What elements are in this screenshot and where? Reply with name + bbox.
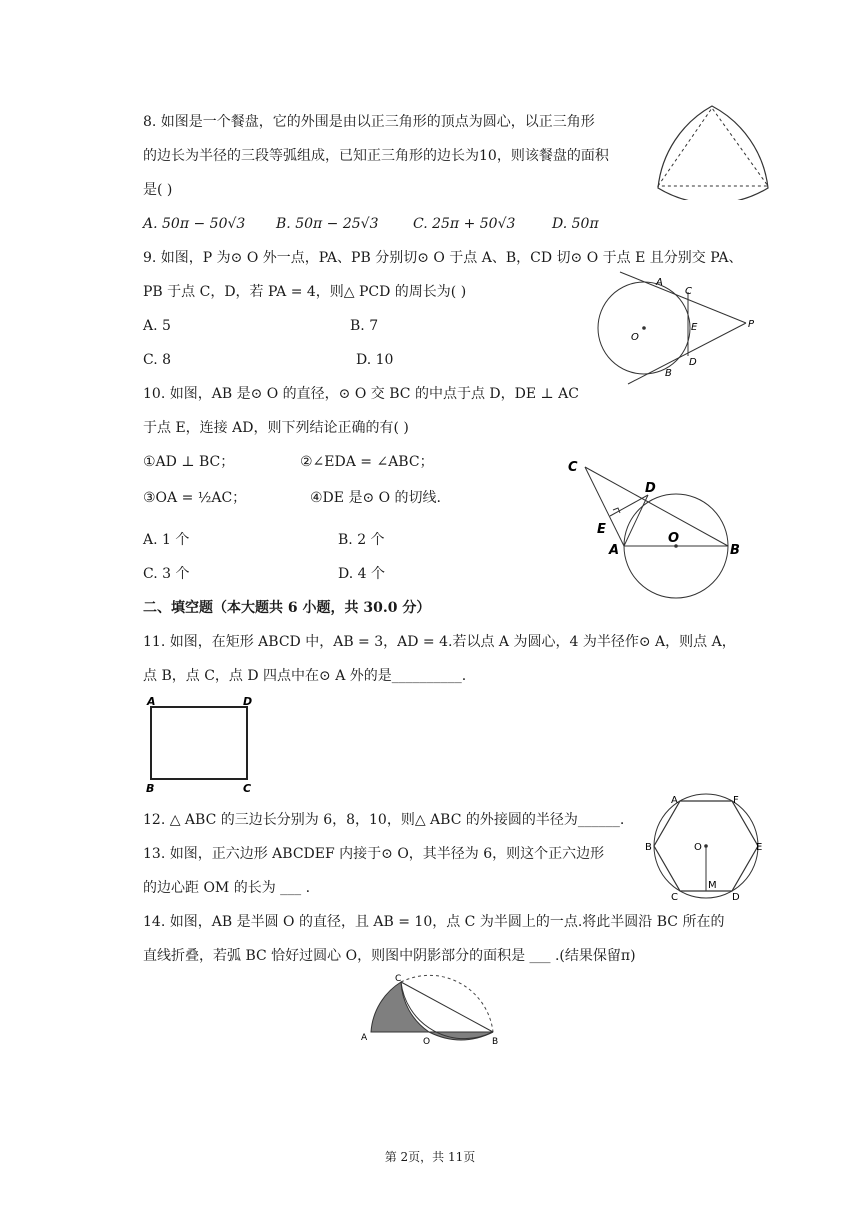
page-footer: 第 2页，共 11页 <box>384 1150 476 1164</box>
q9-option-c: C. 8 <box>143 352 172 368</box>
q9-line2: PB 于点 C，D，若 PA = 4，则△ PCD 的周长为( ) <box>143 284 467 300</box>
q9-option-a: A. 5 <box>143 318 171 334</box>
q14-label-c: C <box>395 974 402 984</box>
q13-label-f: F <box>733 795 739 806</box>
q10-line2: 于点 E，连接 AD，则下列结论正确的有( ) <box>143 420 409 436</box>
q9-option-b: B. 7 <box>350 318 379 334</box>
q8-figure-reuleaux <box>650 100 780 200</box>
q14-line1: 14. 如图，AB 是半圆 O 的直径，且 AB = 10，点 C 为半圆上的一点.将此半圆沿 BC 所在的 <box>143 914 725 930</box>
q10-statement-3: ③OA = ½AC； <box>143 490 247 506</box>
q11-label-a: A <box>147 695 156 708</box>
q9-line1: 9. 如图，P 为⊙ O 外一点，PA、PB 分别切⊙ O 于点 A、B，CD 切⊙ O 于点 E 且分别交 PA、 <box>143 250 743 266</box>
q10-statement-1: ①AD ⊥ BC； <box>143 454 235 470</box>
q9-label-d: D <box>689 357 697 368</box>
q11-label-c: C <box>243 782 252 795</box>
q13-line1: 13. 如图，正六边形 ABCDEF 内接于⊙ O，其半径为 6，则这个正六边形 <box>143 846 605 862</box>
q13-label-e: E <box>756 842 763 853</box>
q10-figure-circle-triangle <box>560 455 750 600</box>
q9-label-p: P <box>748 319 755 330</box>
q13-label-b: B <box>645 842 652 853</box>
q10-line1: 10. 如图，AB 是⊙ O 的直径，⊙ O 交 BC 的中点于点 D，DE ⊥ AC <box>143 386 579 402</box>
q10-option-c: C. 3 个 <box>143 566 190 582</box>
q10-statement-4: ④DE 是⊙ O 的切线. <box>310 490 442 506</box>
q13-label-d: D <box>732 892 740 903</box>
q9-label-o: O <box>631 332 639 343</box>
q13-label-c: C <box>671 892 678 903</box>
q9-option-d: D. 10 <box>356 352 394 368</box>
q8-option-b: B. 50π − 25√3 <box>276 216 379 232</box>
q8-line1: 8. 如图是一个餐盘，它的外围是由以正三角形的顶点为圆心，以正三角形 <box>143 114 595 130</box>
q13-label-o: O <box>694 842 702 853</box>
q8-option-a: A. 50π − 50√3 <box>143 216 246 232</box>
q12-line1: 12. △ ABC 的三边长分别为 6，8，10，则△ ABC 的外接圆的半径为______. <box>143 812 625 828</box>
q8-line3: 是( ) <box>143 182 173 198</box>
q10-statement-2: ②∠EDA = ∠ABC； <box>300 454 434 470</box>
q10-option-d: D. 4 个 <box>338 566 385 582</box>
q13-label-m: M <box>708 880 717 891</box>
q14-figure-folded-semicircle <box>355 970 515 1046</box>
q14-label-o: O <box>423 1037 431 1046</box>
q10-option-b: B. 2 个 <box>338 532 385 548</box>
q8-option-d: D. 50π <box>552 216 599 232</box>
q14-label-b: B <box>492 1037 499 1046</box>
q13-label-a: A <box>671 795 678 806</box>
q11-label-d: D <box>243 695 253 708</box>
q11-line2: 点 B，点 C，点 D 四点中在⊙ A 外的是__________. <box>143 668 467 684</box>
q8-line2: 的边长为半径的三段等弧组成，已知正三角形的边长为10，则该餐盘的面积 <box>143 148 609 164</box>
q10-label-c: C <box>568 460 578 475</box>
q10-label-a: A <box>609 543 620 558</box>
q9-label-e: E <box>691 322 698 333</box>
q8-option-c: C. 25π + 50√3 <box>413 216 516 232</box>
q10-label-e: E <box>597 522 606 537</box>
q13-line2: 的边心距 OM 的长为 ___ . <box>143 880 311 896</box>
q10-option-a: A. 1 个 <box>143 532 190 548</box>
q10-label-b: B <box>730 543 740 558</box>
q9-label-c: C <box>685 286 692 297</box>
q9-figure-tangents <box>596 270 766 386</box>
q11-line1: 11. 如图，在矩形 ABCD 中，AB = 3，AD = 4.若以点 A 为圆心，4 为半径作⊙ A，则点 A， <box>143 634 736 650</box>
q10-label-o: O <box>668 531 680 546</box>
q9-label-b: B <box>665 368 672 379</box>
q11-figure-rectangle <box>140 692 260 796</box>
q13-figure-hexagon <box>640 790 770 904</box>
section-heading-fill-in: 二、填空题（本大题共 6 小题，共 30.0 分） <box>143 600 431 616</box>
q14-label-a: A <box>361 1033 368 1043</box>
q9-label-a: A <box>656 277 663 288</box>
q11-label-b: B <box>146 782 155 795</box>
q14-line2: 直线折叠，若弧 BC 恰好过圆心 O，则图中阴影部分的面积是 ___ .(结果保留π) <box>143 948 636 964</box>
q10-label-d: D <box>645 481 656 496</box>
